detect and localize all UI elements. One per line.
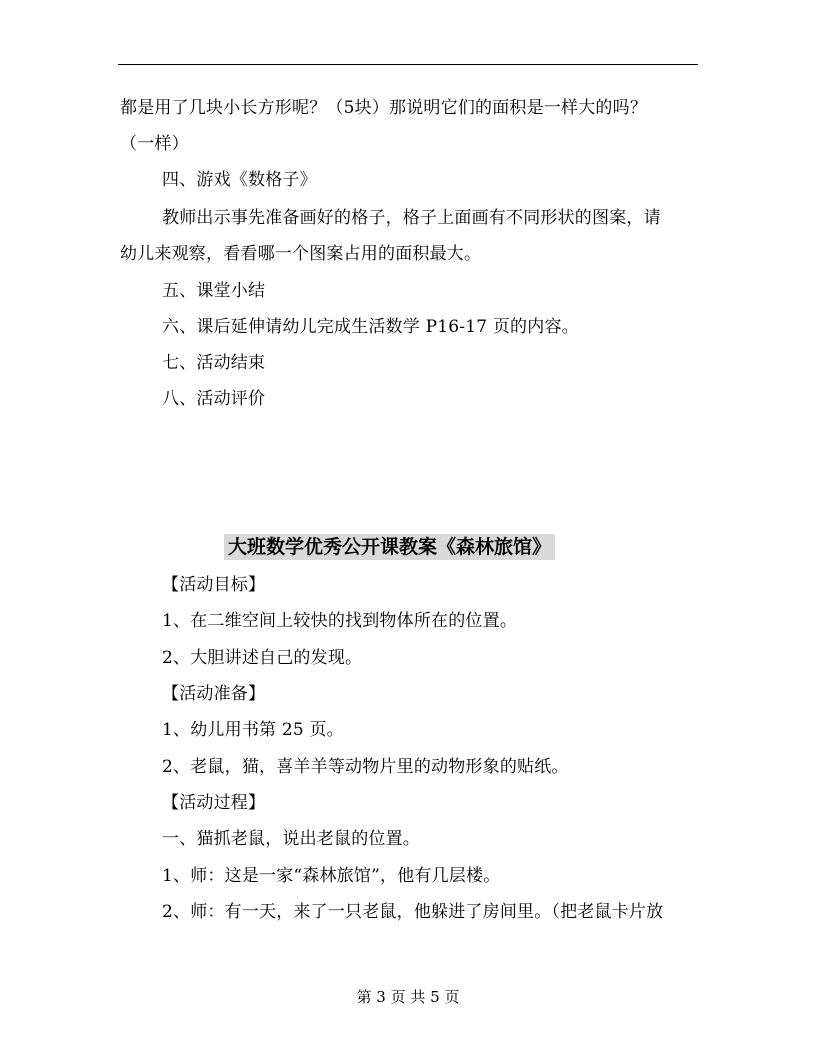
body-line: 都是用了几块小长方形呢？（5块）那说明它们的面积是一样大的吗？ [120,98,648,118]
body-line: 八、活动评价 [162,389,266,409]
body-line: 五、课堂小结 [162,281,266,301]
section-line: 1、师：这是一家“森林旅馆”，他有几层楼。 [162,866,501,886]
section-line: 1、幼儿用书第 25 页。 [162,720,344,740]
section-line: 一、猫抓老鼠，说出老鼠的位置。 [162,829,420,849]
section-line: 2、师：有一天，来了一只老鼠，他躲进了房间里。（把老鼠卡片放 [162,902,664,922]
body-line: （一样） [120,134,189,154]
section-line: 2、老鼠，猫，喜羊羊等动物片里的动物形象的贴纸。 [162,757,569,777]
section-line: 2、大胆讲述自己的发现。 [162,648,363,668]
section-line: 【活动过程】 [162,793,266,813]
body-line: 幼儿来观察，看看哪一个图案占用的面积最大。 [120,244,482,264]
header-rule [118,64,698,65]
body-line: 四、游戏《数格子》 [162,170,317,190]
body-line: 七、活动结束 [162,353,266,373]
body-line: 六、课后延伸请幼儿完成生活数学 P16-17 页的内容。 [162,317,579,337]
section-line: 1、在二维空间上较快的找到物体所在的位置。 [162,611,518,631]
section-title: 大班数学优秀公开课教案《森林旅馆》 [224,534,555,560]
section-line: 【活动准备】 [162,684,266,704]
page-footer: 第 3 页 共 5 页 [356,988,460,1006]
body-line: 教师出示事先准备画好的格子，格子上面画有不同形状的图案，请 [162,208,661,228]
section-line: 【活动目标】 [162,575,266,595]
